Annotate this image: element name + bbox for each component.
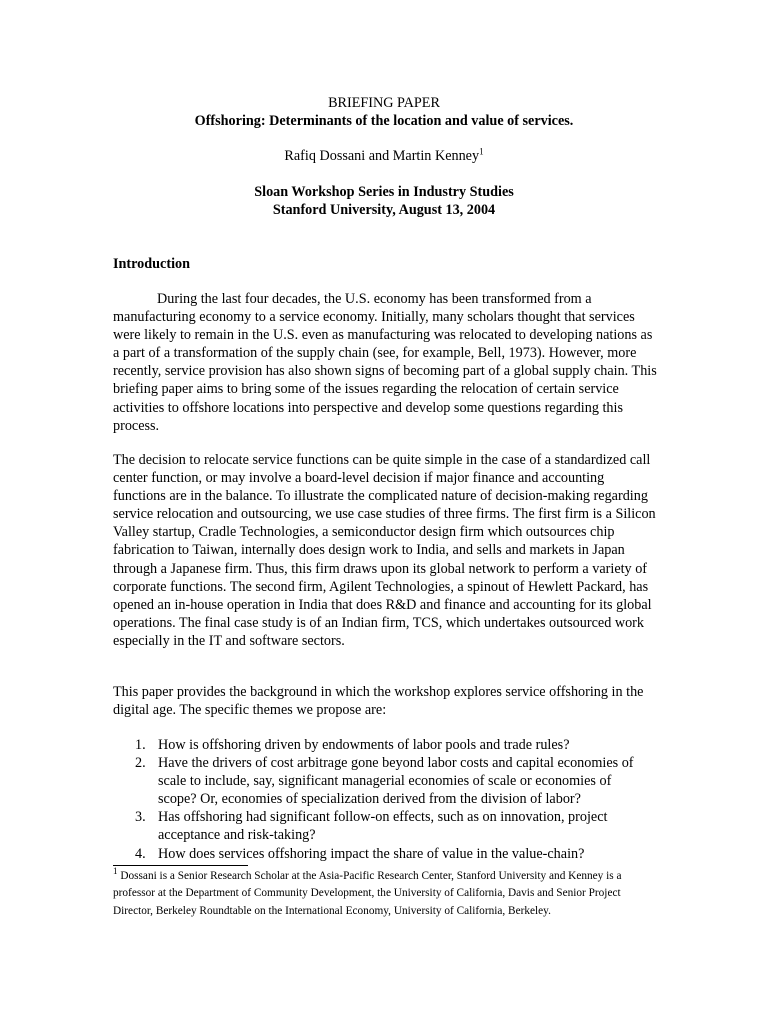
- list-number: 3.: [135, 809, 146, 826]
- list-item-text: How does services offshoring impact the share of value in the value-chain?: [158, 845, 585, 862]
- body-paragraph-1: [113, 290, 658, 435]
- authors-line: [0, 147, 768, 165]
- paragraph: During the last four decades, the U.S. economy has been transformed from a manufacturing economy to a service economy. Initially, many scholars thought that services were likely to remain in the U.S. even as manufacturing was relocated to developing nations as a part of a transformation of the supply chain (see, for example, Bell, 1973). However, more recently, service provision has also shown signs of becoming part of a global supply chain. This briefing paper aims to bring some of the issues regarding the relocation of certain service activities to offshore locations into perspective and develop some questions regarding this process.: [113, 291, 657, 434]
- list-item: [113, 845, 653, 863]
- footnote: [113, 868, 661, 920]
- themes-list: [113, 736, 653, 863]
- body-paragraph-2: [113, 451, 658, 650]
- footnote-mark: 1: [113, 866, 118, 877]
- list-number: 4.: [135, 845, 146, 862]
- list-number: 2.: [135, 755, 146, 772]
- author-footnote-mark: 1: [479, 146, 484, 157]
- list-number: 1.: [135, 737, 146, 753]
- list-item: [113, 754, 653, 808]
- paragraph: This paper provides the background in which the workshop explores service offshoring in the digital age. The specific themes we propose are:: [113, 684, 644, 719]
- workshop-series: Sloan Workshop Series in Industry Studies: [254, 184, 514, 200]
- section-heading: Introduction: [113, 256, 190, 272]
- paper-type-label: BRIEFING PAPER: [328, 95, 440, 111]
- authors: Rafiq Dossani and Martin Kenney: [284, 148, 480, 164]
- list-item-text: Has offshoring had significant follow-on effects, such as on innovation, project acceptance and risk-taking?: [158, 809, 608, 844]
- list-item: [113, 736, 653, 754]
- footnote-text: Dossani is a Senior Research Scholar at the Asia-Pacific Research Center, Stanford University and Kenney is a professor at the Department of Community Development, the University of California, Davis and Senior Project Director, Berkeley Roundtable on the International Economy, University of California, Berkeley.: [113, 870, 622, 917]
- event-block: [0, 183, 768, 219]
- header-block: [0, 94, 768, 130]
- list-item-text: Have the drivers of cost arbitrage gone beyond labor costs and capital economies of scale to include, say, significant managerial economies of scale or economies of scope? Or, economies of specialization derived from the division of labor?: [158, 755, 634, 808]
- paragraph: The decision to relocate service functions can be quite simple in the case of a standardized call center function, or may involve a board-level decision if major finance and accounting functions are in the balance. To illustrate the complicated nature of decision-making regarding service relocation and outsourcing, we use case studies of three firms. The first firm is a Silicon Valley startup, Cradle Technologies, a semiconductor design firm which outsources chip fabrication to Taiwan, internally does design work to India, and sells and markets in Japan through a Japanese firm. Thus, this firm draws upon its global network to perform a variety of corporate functions. The second firm, Agilent Technologies, a spinout of Hewlett Packard, has opened an in-house operation in India that does R&D and finance and accounting for its global operations. The final case study is of an Indian firm, TCS, which undertakes outsourced work especially in the IT and software sectors.: [113, 452, 656, 649]
- body-paragraph-3: [113, 683, 658, 719]
- list-item: [113, 808, 653, 844]
- paper-title: Offshoring: Determinants of the location and value of services.: [194, 113, 574, 129]
- footnote-divider: [113, 865, 248, 866]
- venue-date: Stanford University, August 13, 2004: [272, 202, 496, 218]
- list-item-text: How is offshoring driven by endowments of labor pools and trade rules?: [158, 737, 570, 753]
